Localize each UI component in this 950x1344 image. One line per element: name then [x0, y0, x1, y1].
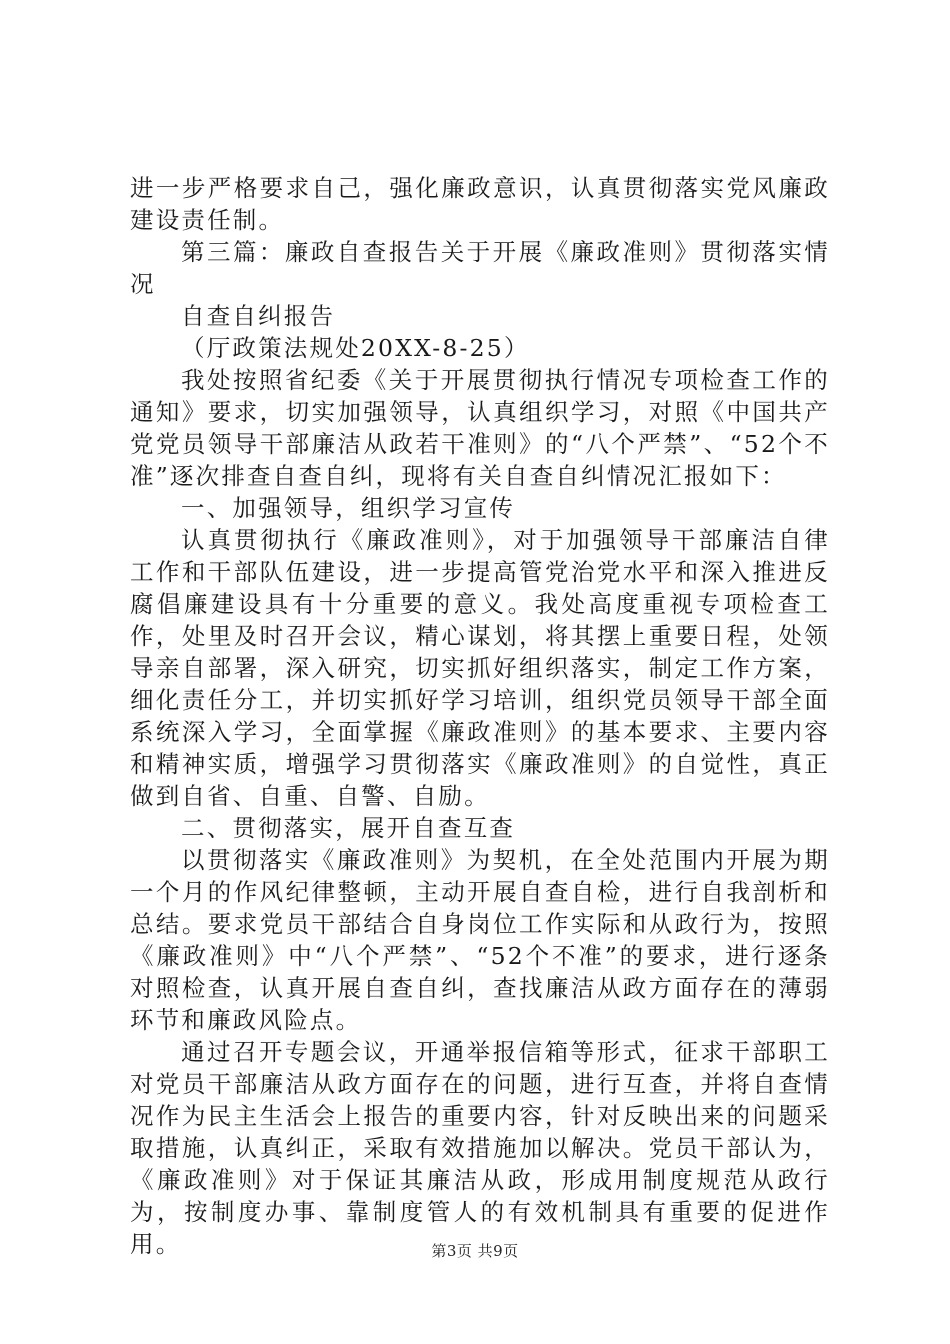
- paragraph-section-two-b: 通过召开专题会议，开通举报信箱等形式，征求干部职工对党员干部廉洁从政方面存在的问题，进行互查，并将自查情况作为民主生活会上报告的重要内容，针对反映出来的问题采取措施，认真纠正，采取有效措施加以解决。党员干部认为，《廉政准则》对于保证其廉洁从政，形成用制度规范从政行为，按制度办事、靠制度管人的有效机制具有重要的促进作用。: [130, 1038, 830, 1258]
- paragraph-intro: 我处按照省纪委《关于开展贯彻执行情况专项检查工作的通知》要求，切实加强领导，认真组织学习，对照《中国共产党党员领导干部廉洁从政若干准则》的“八个严禁”、“52个不准”逐次排查自查自纠，现将有关自查自纠情况汇报如下：: [130, 366, 830, 490]
- paragraph-continuation: 进一步严格要求自己，强化廉政意识，认真贯彻落实党风廉政建设责任制。: [130, 174, 830, 234]
- section-heading-part-three: 第三篇：廉政自查报告关于开展《廉政准则》贯彻落实情况: [130, 238, 830, 298]
- subheading-one: 一、加强领导，组织学习宣传: [181, 494, 516, 522]
- paragraph-section-one: 认真贯彻执行《廉政准则》，对于加强领导干部廉洁自律工作和干部队伍建设，进一步提高管党治党水平和深入推进反腐倡廉建设具有十分重要的意义。我处高度重视专项检查工作，处里及时召开会议，精心谋划，将其摆上重要日程，处领导亲自部署，深入研究，切实抓好组织落实，制定工作方案，细化责任分工，并切实抓好学习培训，组织党员领导干部全面系统深入学习，全面掌握《廉政准则》的基本要求、主要内容和精神实质，增强学习贯彻落实《廉政准则》的自觉性，真正做到自省、自重、自警、自励。: [130, 526, 830, 810]
- paragraph-section-two-a: 以贯彻落实《廉政准则》为契机，在全处范围内开展为期一个月的作风纪律整顿，主动开展自查自检，进行自我剖析和总结。要求党员干部结合自身岗位工作实际和从政行为，按照《廉政准则》中“八个严禁”、“52个不准”的要求，进行逐条对照检查，认真开展自查自纠，查找廉洁从政方面存在的薄弱环节和廉政风险点。: [130, 846, 830, 1034]
- report-source-date: （厅政策法规处20XX-8-25）: [181, 334, 530, 362]
- page-number-footer: 第3页 共9页: [431, 1242, 519, 1260]
- document-body: [130, 172, 830, 1260]
- report-title: 自查自纠报告: [181, 302, 336, 330]
- subheading-two: 二、贯彻落实，展开自查互查: [181, 814, 516, 842]
